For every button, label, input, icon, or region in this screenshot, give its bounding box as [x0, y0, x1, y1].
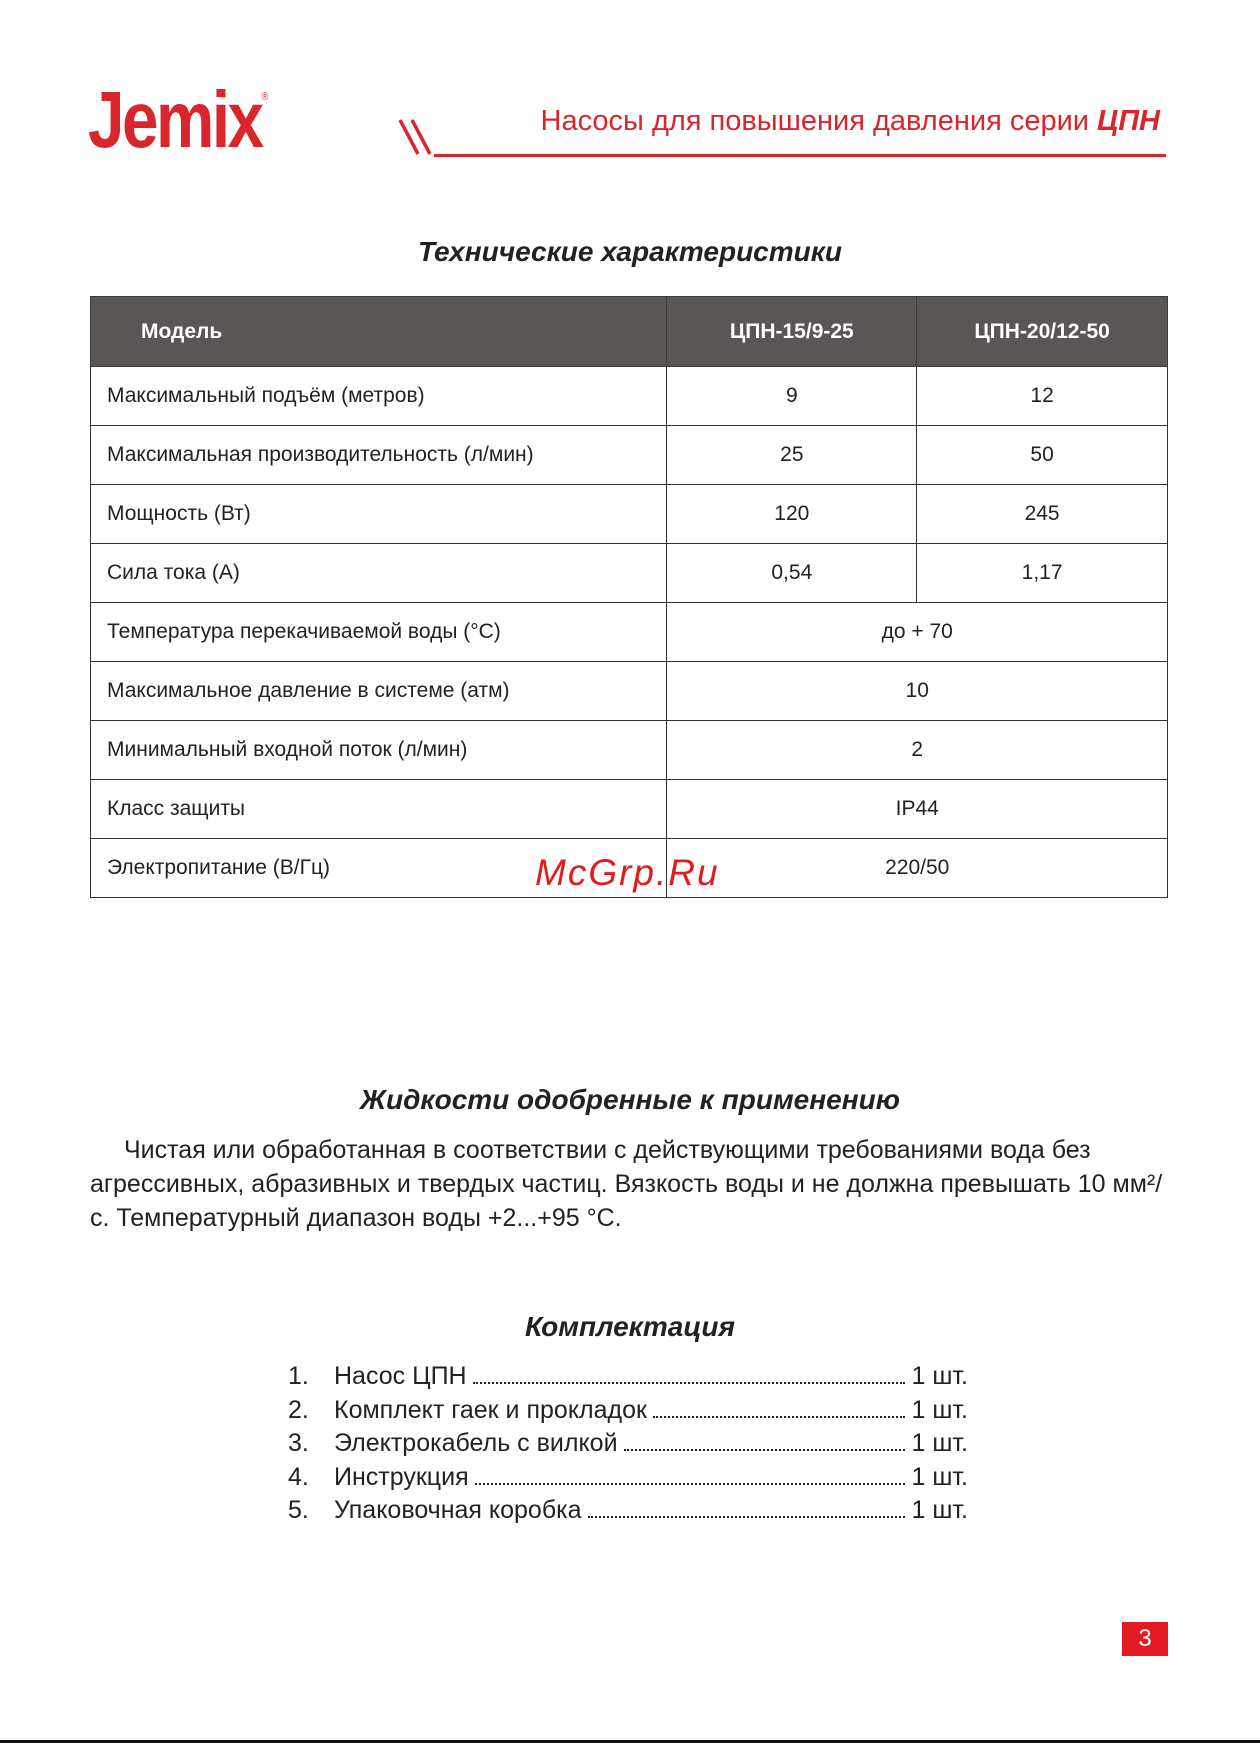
list-item-number: 5. — [288, 1496, 309, 1524]
header-title-prefix: Насосы для повышения давления серии — [540, 105, 1089, 137]
list-item-number: 4. — [288, 1462, 309, 1491]
list-item — [288, 1360, 968, 1394]
row-label: Максимальный подъём (метров) — [91, 367, 667, 426]
table-row — [91, 780, 1168, 839]
column-header: ЦПН-15/9-25 — [667, 297, 917, 367]
page-number: 3 — [1122, 1622, 1168, 1656]
list-item-number: 1. — [288, 1362, 309, 1390]
row-value: 50 — [917, 426, 1168, 485]
row-label: Температура перекачиваемой воды (°С) — [91, 603, 667, 662]
list-item-name: Упаковочная коробка — [334, 1496, 582, 1524]
list-item-name: Комплект гаек и прокладок — [334, 1395, 647, 1424]
brand-name: Jemix — [88, 75, 262, 164]
bottom-rule — [0, 1740, 1260, 1743]
row-value: 1,17 — [917, 544, 1168, 603]
table-row — [91, 721, 1168, 780]
fluids-title: Жидкости одобренные к применению — [360, 1084, 900, 1115]
specs-table — [90, 296, 1168, 898]
row-value: 10 — [667, 662, 1168, 721]
row-value: 12 — [917, 367, 1168, 426]
specs-title: Технические характеристики — [417, 236, 843, 267]
header-title — [541, 105, 1160, 138]
column-header: ЦПН-20/12-50 — [917, 297, 1168, 367]
row-label: Максимальное давление в системе (атм) — [91, 662, 667, 721]
table-row — [91, 544, 1168, 603]
row-label: Минимальный входной поток (л/мин) — [91, 721, 667, 780]
leader-dots — [473, 1382, 906, 1384]
specs-header-row — [91, 297, 1168, 367]
table-row — [91, 367, 1168, 426]
row-value: 120 — [667, 485, 917, 544]
list-item-name: Насос ЦПН — [334, 1362, 467, 1390]
header-underline — [434, 154, 1166, 157]
fluids-text: Чистая или обработанная в соответствии с действующими требованиями вода без агрессивных, абразивных и твердых частиц. Вязкость воды и не должна превышать 10 мм²/с. Температурный диапазон воды +2...+95 °С. — [90, 1136, 1163, 1232]
leader-dots — [653, 1416, 906, 1418]
leader-dots — [475, 1483, 906, 1485]
row-label: Мощность (Вт) — [91, 485, 667, 544]
list-item-qty: 1 шт. — [911, 1429, 968, 1457]
list-item-name: Инструкция — [334, 1462, 469, 1491]
row-label: Класс защиты — [91, 780, 667, 839]
row-value: 220/50 — [667, 839, 1168, 898]
brand-logo — [88, 75, 269, 164]
list-item — [288, 1494, 968, 1528]
leader-dots — [624, 1449, 906, 1451]
row-value: 0,54 — [667, 544, 917, 603]
kit-title: Комплектация — [524, 1311, 736, 1342]
row-value: 2 — [667, 721, 1168, 780]
list-item-qty: 1 шт. — [911, 1462, 968, 1491]
row-value: 245 — [917, 485, 1168, 544]
row-value: IP44 — [667, 780, 1168, 839]
table-row — [91, 603, 1168, 662]
row-label: Электропитание (В/Гц) — [91, 839, 667, 898]
column-header: Модель — [91, 297, 667, 367]
row-label: Сила тока (А) — [91, 544, 667, 603]
header-title-series: ЦПН — [1097, 105, 1160, 137]
row-value: 9 — [667, 367, 917, 426]
row-value: до + 70 — [667, 603, 1168, 662]
list-item — [288, 1461, 968, 1495]
table-row — [91, 485, 1168, 544]
list-item-qty: 1 шт. — [911, 1395, 968, 1424]
registered-mark: ® — [261, 91, 269, 103]
header-slash-icon — [398, 118, 438, 158]
list-item-qty: 1 шт. — [911, 1496, 968, 1524]
list-item — [288, 1394, 968, 1428]
list-item-number: 2. — [288, 1395, 309, 1424]
fluids-paragraph — [90, 1133, 1170, 1235]
leader-dots — [588, 1516, 906, 1518]
row-label: Максимальная производительность (л/мин) — [91, 426, 667, 485]
table-row — [91, 662, 1168, 721]
table-row — [91, 426, 1168, 485]
list-item-number: 3. — [288, 1429, 309, 1457]
row-value: 25 — [667, 426, 917, 485]
list-item-name: Электрокабель с вилкой — [334, 1429, 618, 1457]
list-item-qty: 1 шт. — [911, 1362, 968, 1390]
kit-list — [288, 1360, 968, 1528]
list-item — [288, 1427, 968, 1461]
watermark: McGrp.Ru — [535, 852, 720, 893]
